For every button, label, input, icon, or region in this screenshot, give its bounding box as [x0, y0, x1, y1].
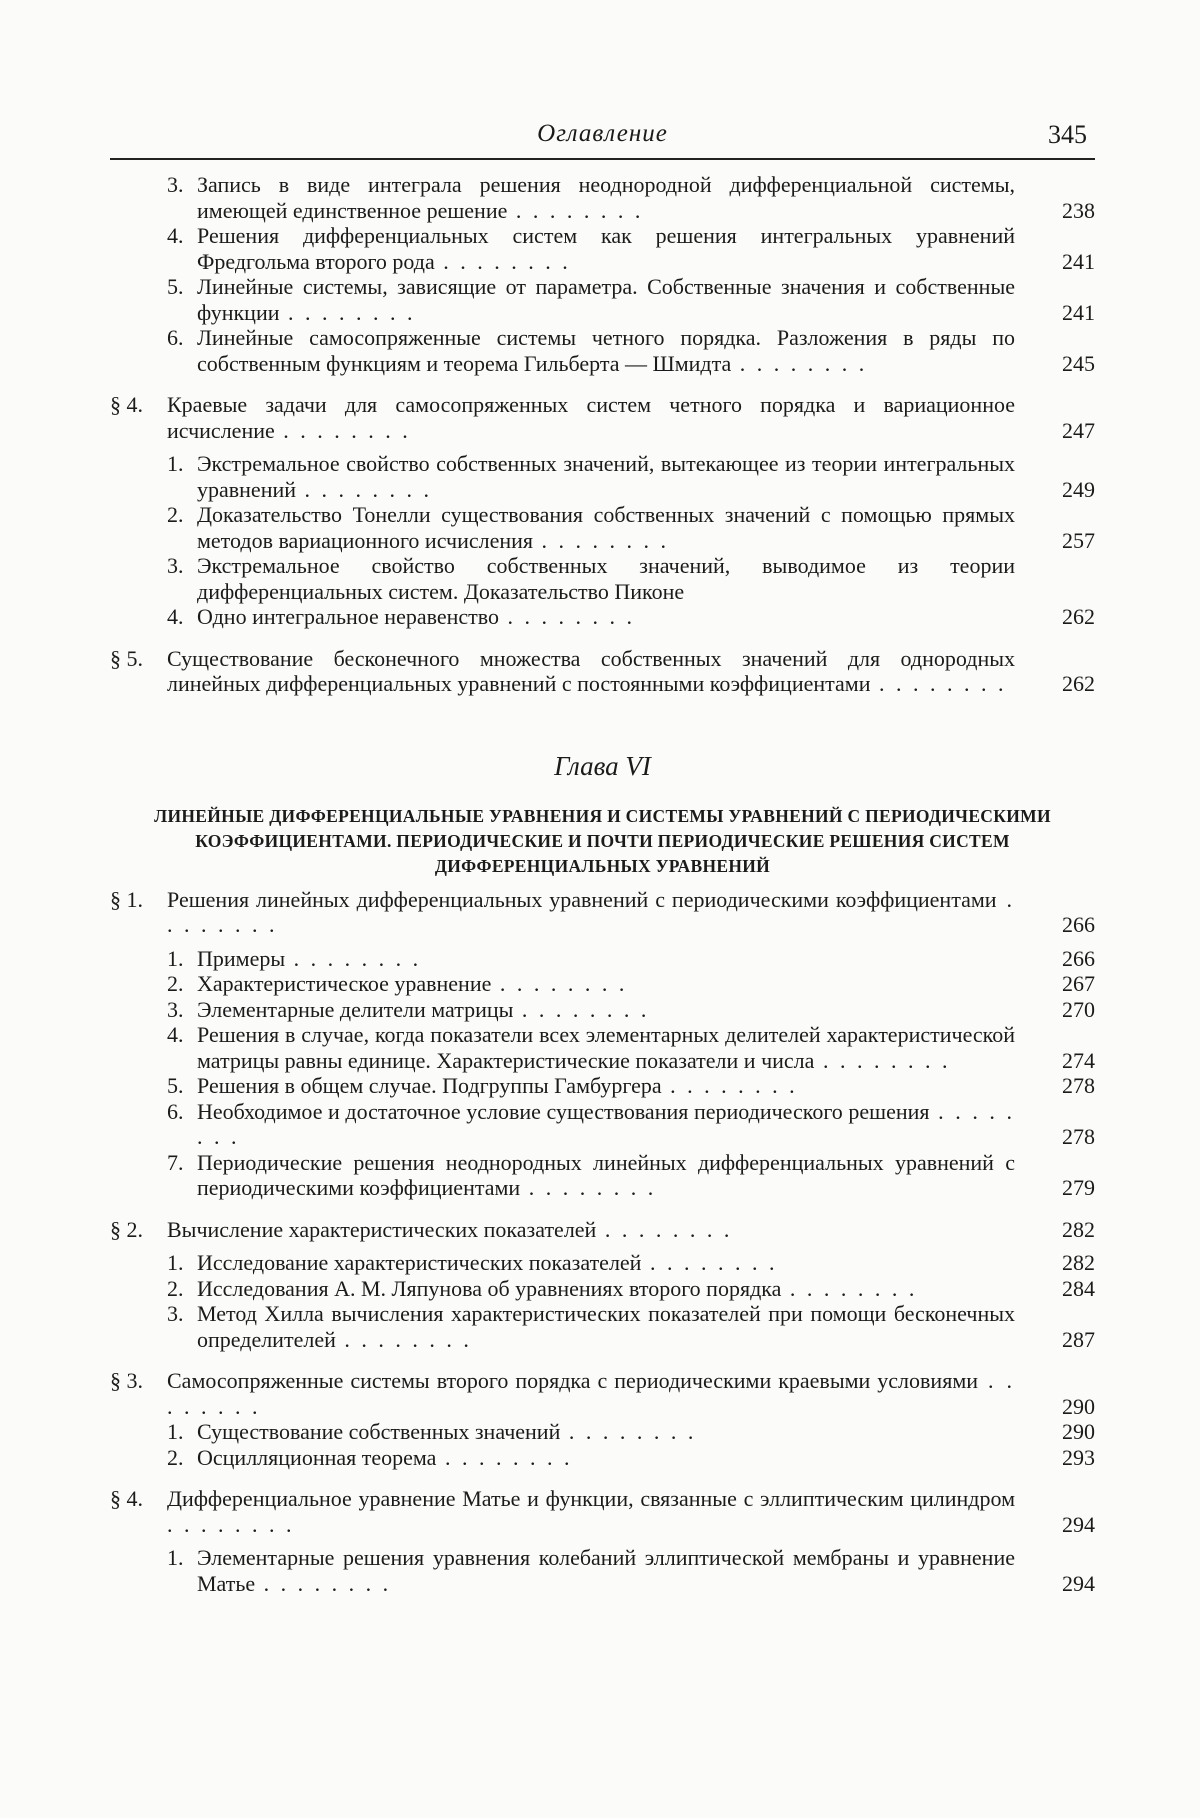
- toc-entry-number: 5.: [167, 1073, 184, 1098]
- toc-leader-dots: . . . . . . . .: [285, 945, 422, 971]
- toc-entry-page: 278: [1062, 1124, 1095, 1149]
- toc-subsection-entry: [110, 1419, 1095, 1445]
- toc-leader-dots: . . . . . . . .: [533, 527, 670, 553]
- toc-entry-number: 1.: [167, 451, 184, 476]
- toc-entry-text-block: [197, 553, 1095, 604]
- toc-entry-page: 274: [1062, 1047, 1095, 1073]
- toc-subsection-entry: [110, 451, 1095, 502]
- toc-subsection-entry: [110, 1250, 1095, 1276]
- toc-entry-title: Решения в случае, когда показатели всех элементарных делителей характеристической матрицы равны единице. Характеристические показатели и числа: [197, 1022, 1015, 1073]
- toc-entry-number: 3.: [167, 172, 184, 197]
- toc-entry-text-block: [197, 274, 1095, 325]
- toc-entry-number: 1.: [167, 1545, 184, 1570]
- toc-entry-title: Краевые задачи для самосопряженных систем четного порядка и вариационное исчисление: [167, 392, 1015, 443]
- toc-leader-dots: . . . . . . . .: [781, 1275, 918, 1301]
- toc-entry-title: Элементарные делители матрицы: [197, 996, 514, 1022]
- toc-entry-text-block: [197, 604, 1095, 630]
- toc-leader-dots: . . . . . . . .: [507, 197, 644, 223]
- toc-entry-text-block: [197, 1150, 1095, 1201]
- toc-entry-number: 4.: [167, 1022, 184, 1047]
- toc-entry-page: 294: [1062, 1570, 1095, 1596]
- toc-entry-page: 241: [1062, 248, 1095, 274]
- toc-subsection-entry: [110, 1022, 1095, 1073]
- toc-spacer: [110, 1352, 1095, 1368]
- toc-entry-title: Метод Хилла вычисления характеристических показателей при помощи бесконечных определителей: [197, 1301, 1015, 1352]
- toc-entry-text-block: [197, 451, 1095, 502]
- toc-leader-dots: . . . . . . . .: [255, 1570, 392, 1596]
- toc-entry-title: Одно интегральное неравенство: [197, 604, 500, 629]
- table-of-contents: [110, 172, 1095, 1596]
- toc-leader-dots: . . . . . . . .: [731, 350, 868, 376]
- toc-entry-number: 3.: [167, 553, 184, 578]
- toc-spacer: [110, 1470, 1095, 1486]
- toc-entry-title: Дифференциальное уравнение Матье и функции, связанные с эллиптическим цилиндром: [167, 1486, 1015, 1511]
- toc-entry-page: 249: [1062, 476, 1095, 502]
- toc-section-entry: [110, 392, 1095, 443]
- toc-leader-dots: . . . . . . . .: [870, 671, 1007, 696]
- toc-entry-number: § 2.: [110, 1216, 143, 1242]
- toc-entry-page: 257: [1062, 527, 1095, 553]
- toc-entry-number: 7.: [167, 1149, 184, 1175]
- toc-entry-number: 1.: [167, 1419, 184, 1444]
- toc-subsection-entry: [110, 1545, 1095, 1596]
- toc-entry-title: Периодические решения неоднородных линейных дифференциальных уравнений с периодическими коэффициентами: [197, 1149, 1015, 1200]
- toc-leader-dots: . . . . . . . .: [197, 1098, 1016, 1149]
- toc-spacer: [110, 1201, 1095, 1217]
- toc-entry-text-block: [167, 392, 1095, 443]
- toc-entry-page: 294: [1062, 1511, 1095, 1537]
- toc-spacer: [110, 1242, 1095, 1250]
- page-number: 345: [1048, 120, 1087, 149]
- toc-entry-text-block: [197, 1276, 1095, 1302]
- toc-entry-title: Решения дифференциальных систем как решения интегральных уравнений Фредгольма второго рода: [197, 223, 1015, 274]
- toc-entry-page: 290: [1062, 1419, 1095, 1444]
- toc-entry-title: Линейные самосопряженные системы четного порядка. Разложения в ряды по собственным функциям и теорема Гильберта — Шмидта: [197, 325, 1015, 376]
- toc-entry-text-block: [197, 223, 1095, 274]
- toc-section-entry: [110, 646, 1095, 697]
- toc-spacer: [110, 376, 1095, 392]
- toc-entry-number: § 4.: [110, 1486, 143, 1511]
- toc-entry-text-block: [167, 1368, 1095, 1419]
- toc-section-top: [110, 172, 1095, 697]
- toc-subsection-entry: [110, 1301, 1095, 1352]
- toc-entry-title: Существование собственных значений: [197, 1419, 561, 1444]
- toc-subsection-entry: [110, 553, 1095, 604]
- toc-entry-page: 266: [1062, 945, 1095, 971]
- toc-entry-page: 284: [1062, 1275, 1095, 1301]
- toc-subsection-entry: [110, 502, 1095, 553]
- toc-entry-title: Существование бесконечного множества собственных значений для однородных линейных дифференциальных уравнений с постоянными коэффициентами: [167, 645, 1015, 696]
- toc-entry-text-block: [197, 1073, 1095, 1099]
- toc-subsection-entry: [110, 1276, 1095, 1302]
- toc-entry-title: Элементарные решения уравнения колебаний эллиптической мембраны и уравнение Матье: [197, 1545, 1015, 1596]
- toc-entry-number: 1.: [167, 945, 184, 971]
- toc-entry-title: Самосопряженные системы второго порядка с периодическими краевыми условиями: [167, 1368, 979, 1393]
- toc-leader-dots: . . . . . . . .: [279, 299, 416, 325]
- toc-leader-dots: . . . . . . . .: [434, 248, 571, 274]
- toc-entry-page: 287: [1062, 1326, 1095, 1352]
- running-title: Оглавление: [537, 120, 668, 147]
- toc-entry-page: 282: [1062, 1250, 1095, 1275]
- toc-section-entry: [110, 887, 1095, 938]
- toc-entry-text-block: [197, 1545, 1095, 1596]
- toc-entry-page: 247: [1062, 417, 1095, 443]
- toc-entry-number: 5.: [167, 274, 184, 299]
- toc-entry-title: Исследование характеристических показателей: [197, 1250, 642, 1275]
- toc-leader-dots: . . . . . . . .: [499, 604, 636, 629]
- toc-entry-page: 238: [1062, 197, 1095, 223]
- toc-entry-number: 1.: [167, 1250, 184, 1275]
- toc-entry-text-block: [197, 946, 1095, 972]
- toc-entry-text-block: [197, 1301, 1095, 1352]
- toc-subsection-entry: [110, 172, 1095, 223]
- toc-entry-number: § 4.: [110, 392, 143, 417]
- toc-section-bottom: [110, 887, 1095, 1597]
- toc-leader-dots: . . . . . . . .: [513, 996, 650, 1022]
- toc-leader-dots: . . . . . . . .: [167, 1368, 1015, 1419]
- toc-entry-title: Примеры: [197, 945, 286, 971]
- toc-entry-title: Решения в общем случае. Подгруппы Гамбургера: [197, 1073, 662, 1098]
- toc-spacer: [110, 1537, 1095, 1545]
- toc-entry-title: Экстремальное свойство собственных значений, вытекающее из теории интегральных уравнений: [197, 451, 1015, 502]
- toc-entry-number: 3.: [167, 1301, 184, 1326]
- toc-entry-title: Линейные системы, зависящие от параметра. Собственные значения и собственные функции: [197, 274, 1015, 325]
- toc-entry-title: Осцилляционная теорема: [197, 1444, 437, 1470]
- toc-entry-page: 241: [1062, 299, 1095, 325]
- toc-entry-text-block: [197, 1445, 1095, 1471]
- running-header: [110, 118, 1095, 160]
- toc-spacer: [110, 938, 1095, 946]
- chapter-heading: ЛИНЕЙНЫЕ ДИФФЕРЕНЦИАЛЬНЫЕ УРАВНЕНИЯ И СИСТЕМЫ УРАВНЕНИЙ С ПЕРИОДИЧЕСКИМИ КОЭФФИЦИЕНТАМИ. ПЕРИОДИЧЕСКИЕ И ПОЧТИ ПЕРИОДИЧЕСКИЕ РЕШЕНИЯ СИСТЕМ ДИФФЕРЕНЦИАЛЬНЫХ УРАВНЕНИЙ: [154, 805, 1051, 876]
- toc-entry-text-block: [197, 997, 1095, 1023]
- toc-entry-number: 6.: [167, 325, 184, 350]
- toc-leader-dots: . . . . . . . .: [274, 417, 411, 443]
- toc-leader-dots: . . . . . . . .: [661, 1073, 798, 1098]
- toc-entry-title: Решения линейных дифференциальных уравнений с периодическими коэффициентами: [167, 886, 997, 912]
- toc-entry-text-block: [197, 1419, 1095, 1445]
- toc-entry-page: 279: [1062, 1175, 1095, 1200]
- toc-entry-title: Экстремальное свойство собственных значений, выводимое из теории дифференциальных систем. Доказательство Пиконе: [197, 553, 1015, 604]
- toc-entry-title: Исследования А. М. Ляпунова об уравнениях второго порядка: [197, 1275, 782, 1301]
- toc-subsection-entry: [110, 223, 1095, 274]
- toc-entry-page: 266: [1062, 912, 1095, 937]
- toc-entry-text-block: [167, 887, 1095, 938]
- toc-subsection-entry: [110, 971, 1095, 997]
- toc-entry-text-block: [197, 325, 1095, 376]
- toc-leader-dots: . . . . . . . .: [491, 971, 628, 996]
- toc-entry-page: 290: [1062, 1393, 1095, 1419]
- toc-subsection-entry: [110, 1150, 1095, 1201]
- toc-entry-title: Запись в виде интеграла решения неоднородной дифференциальной системы, имеющей единственное решение: [197, 172, 1015, 223]
- toc-subsection-entry: [110, 946, 1095, 972]
- toc-section-entry: [110, 1486, 1095, 1537]
- toc-section-entry: [110, 1217, 1095, 1243]
- toc-spacer: [110, 630, 1095, 646]
- toc-leader-dots: . . . . . . . .: [520, 1175, 657, 1200]
- chapter-title: Глава VI: [554, 750, 651, 781]
- toc-entry-text-block: [197, 172, 1095, 223]
- toc-entry-title: Доказательство Тонелли существования собственных значений с помощью прямых методов вариационного исчисления: [197, 502, 1015, 553]
- toc-entry-title: Вычисление характеристических показателей: [167, 1216, 597, 1242]
- toc-subsection-entry: [110, 997, 1095, 1023]
- toc-entry-page: 262: [1062, 604, 1095, 629]
- toc-leader-dots: . . . . . . . .: [814, 1047, 951, 1073]
- toc-leader-dots: . . . . . . . .: [436, 1444, 573, 1470]
- toc-entry-page: 270: [1062, 996, 1095, 1022]
- toc-subsection-entry: [110, 604, 1095, 630]
- toc-subsection-entry: [110, 325, 1095, 376]
- toc-entry-text-block: [197, 971, 1095, 997]
- toc-entry-text-block: [197, 1022, 1095, 1073]
- toc-section-entry: [110, 1368, 1095, 1419]
- toc-entry-number: 3.: [167, 996, 184, 1022]
- toc-entry-title: Необходимое и достаточное условие существования периодического решения: [197, 1098, 930, 1124]
- toc-entry-number: 2.: [167, 502, 184, 527]
- toc-entry-number: 2.: [167, 971, 184, 996]
- toc-leader-dots: . . . . . . . .: [335, 1326, 472, 1352]
- toc-subsection-entry: [110, 1073, 1095, 1099]
- toc-entry-number: § 5.: [110, 645, 143, 671]
- toc-entry-text-block: [167, 1217, 1095, 1243]
- toc-subsection-entry: [110, 1099, 1095, 1150]
- toc-entry-number: § 1.: [110, 886, 143, 912]
- toc-entry-page: 267: [1062, 971, 1095, 996]
- toc-entry-page: 245: [1062, 350, 1095, 376]
- toc-entry-title: Характеристическое уравнение: [197, 971, 492, 996]
- toc-leader-dots: . . . . . . . .: [167, 1511, 295, 1537]
- toc-leader-dots: . . . . . . . .: [596, 1216, 733, 1242]
- toc-leader-dots: . . . . . . . .: [641, 1250, 778, 1275]
- toc-entry-text-block: [197, 502, 1095, 553]
- toc-entry-number: 4.: [167, 604, 184, 629]
- toc-subsection-entry: [110, 274, 1095, 325]
- toc-entry-number: § 3.: [110, 1368, 143, 1393]
- toc-leader-dots: . . . . . . . .: [560, 1419, 697, 1444]
- toc-leader-dots: . . . . . . . .: [296, 476, 433, 502]
- toc-leader-dots: . . . . . . . .: [167, 886, 1016, 937]
- toc-entry-text-block: [197, 1250, 1095, 1276]
- toc-entry-number: 2.: [167, 1444, 184, 1470]
- toc-entry-page: 282: [1062, 1216, 1095, 1242]
- toc-entry-page: 293: [1062, 1444, 1095, 1470]
- toc-entry-text-block: [197, 1099, 1095, 1150]
- toc-entry-number: 4.: [167, 223, 184, 248]
- toc-entry-page: 278: [1062, 1073, 1095, 1098]
- toc-subsection-entry: [110, 1445, 1095, 1471]
- toc-entry-text-block: [167, 1486, 1095, 1537]
- toc-spacer: [110, 443, 1095, 451]
- toc-entry-text-block: [167, 646, 1095, 697]
- toc-entry-page: 262: [1062, 671, 1095, 696]
- toc-entry-number: 6.: [167, 1098, 184, 1124]
- toc-entry-number: 2.: [167, 1275, 184, 1301]
